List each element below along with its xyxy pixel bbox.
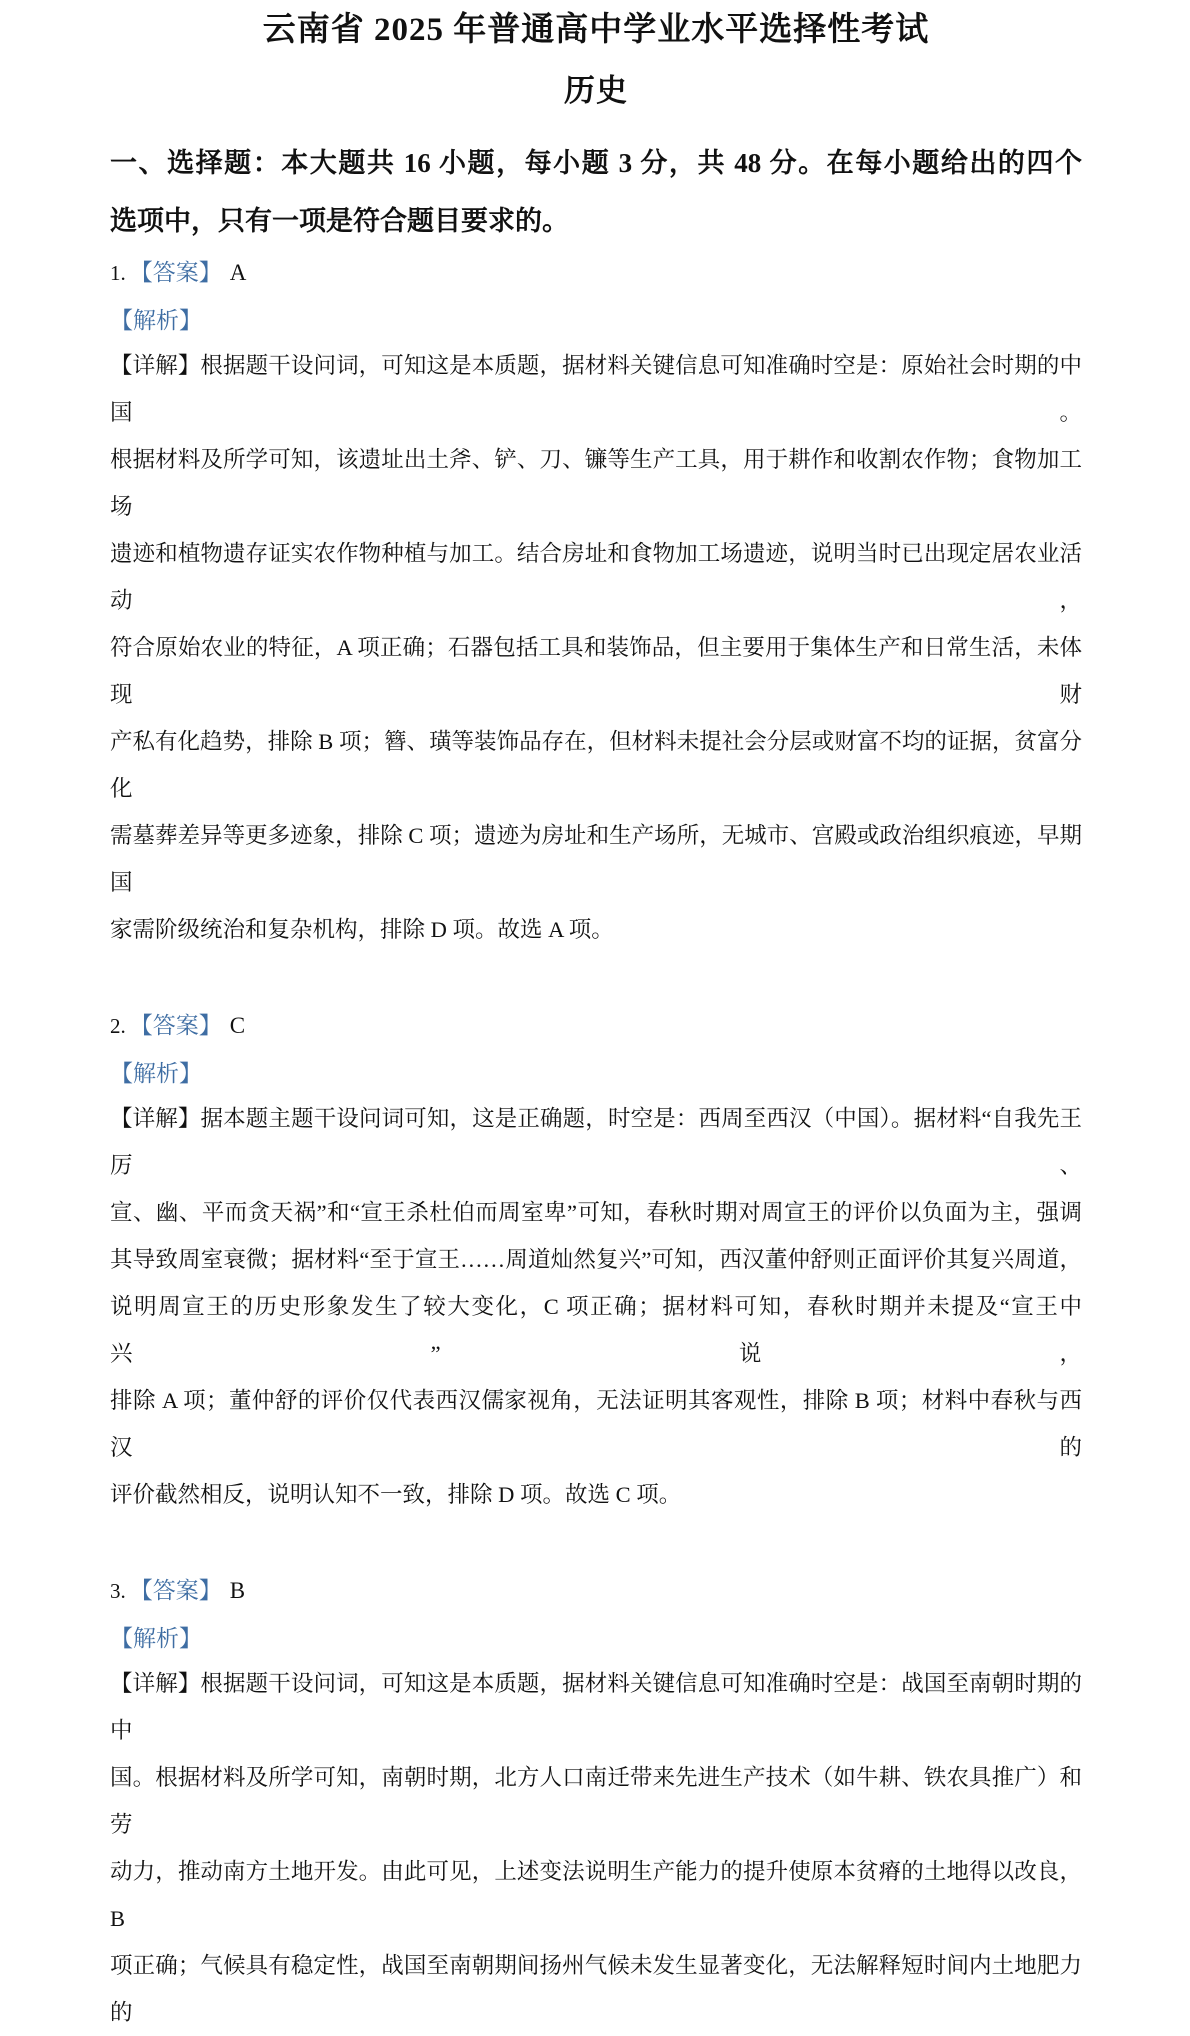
question-number: 3. [110, 1579, 126, 1603]
analysis-label: 【解析】 [110, 1061, 202, 1086]
answer-letter: B [229, 1578, 246, 1603]
analysis-label: 【解析】 [110, 1626, 202, 1651]
text-line: 遗迹和植物遗存证实农作物种植与加工。结合房址和食物加工场遗迹，说明当时已出现定居农业活动， [110, 541, 1082, 613]
text-line: 动力，推动南方土地开发。由此可见，上述变法说明生产能力的提升使原本贫瘠的土地得以改良，B [110, 1859, 1082, 1931]
text-line: 国。根据材料及所学可知，南朝时期，北方人口南迁带来先进生产技术（如牛耕、铁农具推广）和劳 [110, 1765, 1082, 1837]
answer-label: 【答案】 [129, 260, 222, 285]
text-line: 【详解】根据题干设问词，可知这是本质题，据材料关键信息可知准确时空是：原始社会时期的中国。 [110, 353, 1082, 425]
answer-label: 【答案】 [129, 1013, 222, 1038]
question-number: 2. [110, 1014, 126, 1038]
answer-row [110, 256, 1082, 290]
detail-paragraph [110, 342, 1082, 953]
text-line: 选项中，只有一项是符合题目要求的。 [110, 206, 569, 236]
text-line: 项正确；气候具有稳定性，战国至南朝期间扬州气候未发生显著变化，无法解释短时间内土地肥力的 [110, 1953, 1082, 2025]
text-line: 一、选择题：本大题共 16 小题，每小题 3 分，共 48 分。在每小题给出的四个 [110, 148, 1082, 178]
text-line: 【详解】根据题干设问词，可知这是本质题，据材料关键信息可知准确时空是：战国至南朝时期的中 [110, 1671, 1082, 1743]
question-block-3 [110, 1574, 1082, 2036]
text-line: 评价截然相反，说明认知不一致，排除 D 项。故选 C 项。 [110, 1482, 682, 1507]
question-block-1 [110, 256, 1082, 953]
text-line: 符合原始农业的特征，A 项正确；石器包括工具和装饰品，但主要用于集体生产和日常生活，未体现财 [110, 635, 1082, 707]
page-title: 云南省 2025 年普通高中学业水平选择性考试 [262, 12, 930, 48]
text-line: 排除 A 项；董仲舒的评价仅代表西汉儒家视角，无法证明其客观性，排除 B 项；材料中春秋与西汉的 [110, 1388, 1082, 1460]
text-line: 需墓葬差异等更多迹象，排除 C 项；遗迹为房址和生产场所，无城市、宫殿或政治组织痕迹，早期国 [110, 823, 1082, 895]
text-line: 产私有化趋势，排除 B 项；簪、璜等装饰品存在，但材料未提社会分层或财富不均的证据，贫富分化 [110, 729, 1082, 801]
question-block-2 [110, 1009, 1082, 1518]
analysis-label: 【解析】 [110, 308, 202, 333]
text-line: 【详解】据本题主题干设问词可知，这是正确题，时空是：西周至西汉（中国）。据材料“自我先王厉、 [110, 1106, 1082, 1178]
text-line: 说明周宣王的历史形象发生了较大变化，C 项正确；据材料可知，春秋时期并未提及“宣王中兴”说， [110, 1294, 1082, 1366]
answer-letter: A [229, 260, 247, 285]
subject-title: 历史 [564, 73, 628, 108]
answer-row [110, 1009, 1082, 1043]
text-line: 宣、幽、平而贪天祸”和“宣王杀杜伯而周室卑”可知，春秋时期对周宣王的评价以负面为主，强调 [110, 1200, 1082, 1225]
answer-letter: C [229, 1013, 246, 1038]
section-heading [110, 134, 1082, 250]
text-line: 根据材料及所学可知，该遗址出土斧、铲、刀、镰等生产工具，用于耕作和收割农作物；食物加工场 [110, 447, 1082, 519]
answer-label: 【答案】 [129, 1578, 222, 1603]
answer-row [110, 1574, 1082, 1608]
detail-paragraph [110, 1660, 1082, 2036]
text-line: 家需阶级统治和复杂机构，排除 D 项。故选 A 项。 [110, 917, 614, 942]
question-number: 1. [110, 261, 126, 285]
text-line: 其导致周室衰微；据材料“至于宣王……周道灿然复兴”可知，西汉董仲舒则正面评价其复兴周道， [110, 1247, 1082, 1272]
detail-paragraph [110, 1095, 1082, 1518]
